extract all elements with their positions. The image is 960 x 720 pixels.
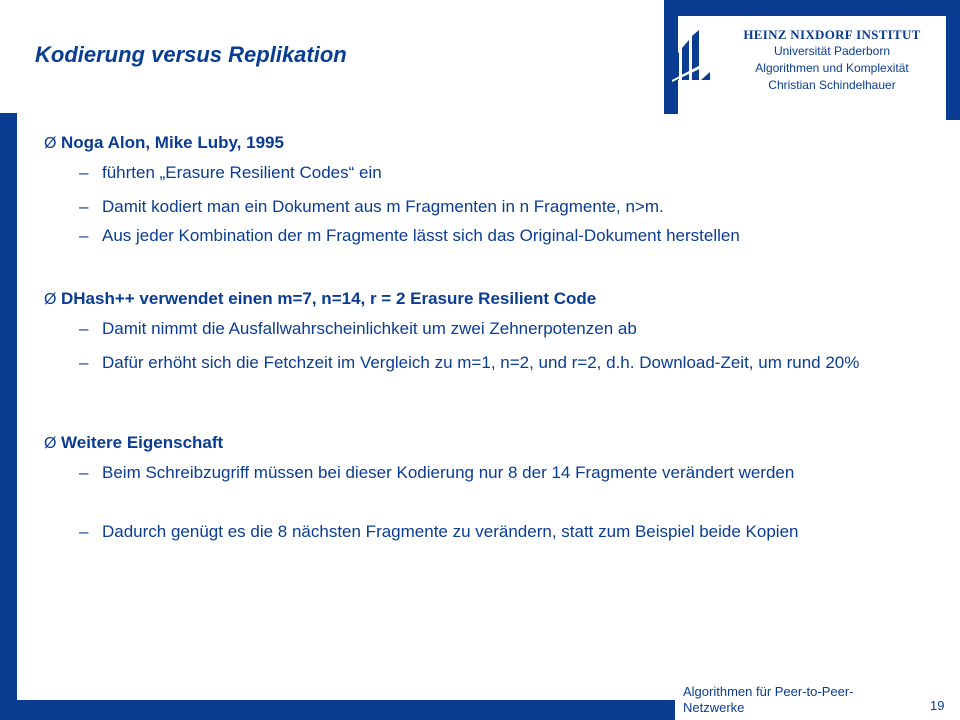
arrow-bullet-icon: Ø <box>44 135 57 152</box>
institute-line-1: Universität Paderborn <box>773 44 891 58</box>
frame-left-bar <box>0 113 17 707</box>
slide-title: Kodierung versus Replikation <box>35 42 347 67</box>
institute-name: HEINZ NIXDORF INSTITUT <box>743 27 921 42</box>
list-item: – Damit nimmt die Ausfallwahrscheinlichkeit um zwei Zehnerpotenzen ab <box>79 319 637 338</box>
list-item: – Dafür erhöht sich die Fetchzeit im Vergleich zu m=1, n=2, und r=2, d.h. Download-Zeit, um rund 20% <box>79 353 860 372</box>
frame-top-bar <box>664 0 960 16</box>
institute-block <box>718 26 946 94</box>
list-item: – Damit kodiert man ein Dokument aus m Fragmenten in n Fragmente, n>m. <box>79 197 664 216</box>
footer-course-title: Algorithmen für Peer-to-Peer-Netzwerke <box>683 684 854 715</box>
bullet-heading: Ø Noga Alon, Mike Luby, 1995 <box>44 133 284 152</box>
list-item: – Beim Schreibzugriff müssen bei dieser Kodierung nur 8 der 14 Fragmente verändert werden <box>79 463 795 482</box>
arrow-bullet-icon: Ø <box>44 291 57 308</box>
frame-right-bar <box>946 0 960 120</box>
bullet-heading: Ø DHash++ verwendet einen m=7, n=14, r = 2 Erasure Resilient Code <box>44 289 597 308</box>
institute-line-2: Algorithmen und Komplexität <box>755 61 909 75</box>
list-item: – Dadurch genügt es die 8 nächsten Fragmente zu verändern, statt zum Beispiel beide Kopien <box>79 522 799 541</box>
university-logo-icon <box>670 30 712 82</box>
institute-line-3: Christian Schindelhauer <box>768 78 896 92</box>
arrow-bullet-icon: Ø <box>44 435 57 452</box>
page-number: 19 <box>930 698 945 713</box>
list-item: – Aus jeder Kombination der m Fragmente lässt sich das Original-Dokument herstellen <box>79 226 740 245</box>
bullet-heading: Ø Weitere Eigenschaft <box>44 433 224 452</box>
frame-bottom-bar <box>0 700 675 720</box>
list-item: – führten „Erasure Resilient Codes“ ein <box>79 163 382 182</box>
